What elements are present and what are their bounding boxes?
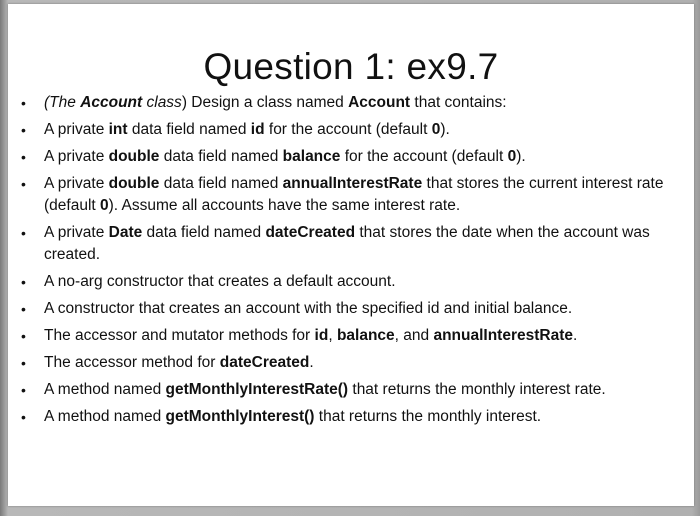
bullet-icon: • bbox=[21, 382, 26, 398]
text-run: double bbox=[108, 175, 160, 192]
text-run: dateCreated bbox=[265, 224, 356, 241]
slide bbox=[8, 4, 694, 506]
text-run: ) Design a class named bbox=[181, 94, 349, 111]
text-run: data field named bbox=[127, 121, 251, 138]
text-run: class bbox=[142, 94, 182, 111]
text-run: (The bbox=[44, 94, 81, 111]
bullet-icon: • bbox=[21, 176, 26, 192]
text-run: dateCreated bbox=[219, 354, 310, 371]
text-run: that stores the date when the account was created. bbox=[44, 224, 650, 263]
bullet-text bbox=[44, 121, 450, 138]
text-run: that returns the monthly interest. bbox=[314, 408, 542, 425]
bullet-item bbox=[8, 92, 694, 114]
text-run: balance bbox=[282, 148, 341, 165]
slide-title: Question 1: ex9.7 bbox=[203, 46, 499, 87]
text-run: getMonthlyInterest() bbox=[165, 408, 315, 425]
text-run: A private bbox=[44, 224, 109, 241]
text-run: . bbox=[573, 327, 578, 344]
text-run: A method named bbox=[44, 408, 166, 425]
bullet-icon: • bbox=[21, 149, 26, 165]
text-run: int bbox=[108, 121, 128, 138]
text-run: getMonthlyInterestRate() bbox=[165, 381, 349, 398]
bullet-text bbox=[44, 300, 572, 317]
bullet-icon: • bbox=[21, 328, 26, 344]
bullet-icon: • bbox=[21, 95, 26, 111]
bullet-icon: • bbox=[21, 409, 26, 425]
text-run: A private bbox=[44, 175, 109, 192]
bullet-icon: • bbox=[21, 122, 26, 138]
text-run: balance bbox=[336, 327, 395, 344]
bullet-text bbox=[44, 354, 314, 371]
text-run: The accessor and mutator methods for bbox=[44, 327, 315, 344]
text-run: ). Assume all accounts have the same interest rate. bbox=[108, 197, 461, 214]
text-run: A constructor that creates an account with the specified id and initial balance. bbox=[44, 300, 573, 317]
text-run: A no-arg constructor that creates a default account. bbox=[44, 273, 396, 290]
bullet-icon: • bbox=[21, 355, 26, 371]
bullet-item bbox=[8, 119, 694, 141]
bullet-text bbox=[44, 327, 577, 344]
text-run: 0 bbox=[100, 197, 109, 214]
bullet-text bbox=[44, 148, 526, 165]
text-run: data field named bbox=[142, 224, 266, 241]
text-run: that returns the monthly interest rate. bbox=[348, 381, 606, 398]
text-run: . bbox=[309, 354, 314, 371]
text-run: annualInterestRate bbox=[282, 175, 423, 192]
text-run: 0 bbox=[431, 121, 441, 138]
bullet-item bbox=[8, 379, 694, 401]
bullet-item bbox=[8, 173, 694, 217]
text-run: , and bbox=[394, 327, 434, 344]
bullet-list bbox=[8, 92, 694, 433]
bullet-icon: • bbox=[21, 274, 26, 290]
bullet-item bbox=[8, 146, 694, 168]
text-run: The accessor method for bbox=[44, 354, 220, 371]
text-run: that stores the current interest rate (default bbox=[44, 175, 664, 214]
text-run: id bbox=[250, 121, 265, 138]
text-run: ). bbox=[516, 148, 526, 165]
bullet-text bbox=[44, 408, 541, 425]
bullet-icon: • bbox=[21, 225, 26, 241]
text-run: id bbox=[314, 327, 329, 344]
text-run: double bbox=[108, 148, 160, 165]
text-run: that contains: bbox=[410, 94, 507, 111]
bullet-text bbox=[44, 381, 606, 398]
bullet-item bbox=[8, 298, 694, 320]
text-run: Account bbox=[348, 94, 411, 111]
bullet-item bbox=[8, 222, 694, 266]
text-run: for the account (default bbox=[264, 121, 432, 138]
bullet-text bbox=[44, 224, 650, 263]
bullet-text bbox=[44, 94, 507, 111]
text-run: for the account (default bbox=[340, 148, 508, 165]
text-run: A method named bbox=[44, 381, 166, 398]
bullet-item bbox=[8, 352, 694, 374]
text-run: , bbox=[328, 327, 337, 344]
bullet-item bbox=[8, 325, 694, 347]
text-run: annualInterestRate bbox=[433, 327, 573, 344]
bullet-text bbox=[44, 175, 663, 214]
bullet-text bbox=[44, 273, 396, 290]
bullet-icon: • bbox=[21, 301, 26, 317]
text-run: data field named bbox=[159, 175, 283, 192]
text-run: data field named bbox=[159, 148, 283, 165]
bullet-item bbox=[8, 406, 694, 428]
text-run: Date bbox=[108, 224, 143, 241]
text-run: A private bbox=[44, 148, 109, 165]
text-run: A private bbox=[44, 121, 109, 138]
bullet-item bbox=[8, 271, 694, 293]
text-run: ). bbox=[440, 121, 450, 138]
text-run: Account bbox=[80, 94, 143, 111]
text-run: 0 bbox=[507, 148, 517, 165]
